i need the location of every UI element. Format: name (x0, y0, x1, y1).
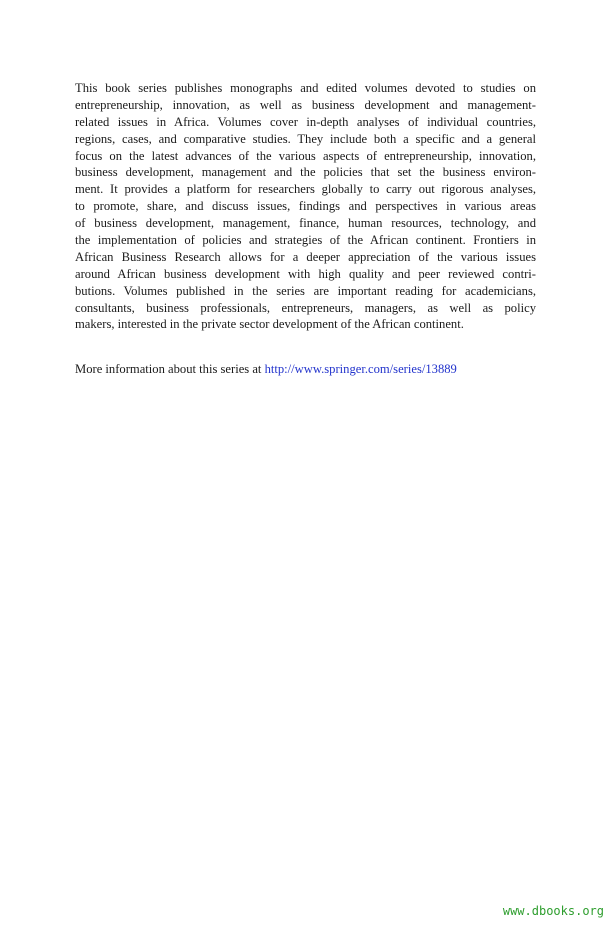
description-line: of business development, management, finance, human resources, technology, and (75, 216, 536, 231)
description-line: consultants, business professionals, entrepreneurs, managers, as well as policy (75, 300, 536, 315)
series-description (75, 80, 536, 333)
description-line: entrepreneurship, innovation, as well as business development and management- (75, 97, 536, 112)
description-line: related issues in Africa. Volumes cover in-depth analyses of individual countries, (75, 114, 536, 129)
description-line: business development, management and the policies that set the business environ- (75, 165, 536, 180)
description-line: regions, cases, and comparative studies. They include both a specific and a general (75, 131, 536, 146)
description-line: around African business development with high quality and peer reviewed contri- (75, 266, 536, 281)
description-line: butions. Volumes published in the series are important reading for academicians, (75, 283, 536, 298)
description-line: ment. It provides a platform for researchers globally to carry out rigorous analyses, (75, 182, 536, 197)
description-line: the implementation of policies and strategies of the African continent. Frontiers in (75, 233, 536, 248)
series-link[interactable]: http://www.springer.com/series/13889 (264, 362, 457, 376)
more-info-paragraph (75, 361, 536, 378)
description-line: African Business Research allows for a deeper appreciation of the various issues (75, 249, 536, 264)
description-line: to promote, share, and discuss issues, findings and perspectives in various areas (75, 199, 536, 214)
description-line: This book series publishes monographs and edited volumes devoted to studies on (75, 81, 536, 95)
description-line: focus on the latest advances of the various aspects of entrepreneurship, innovation, (75, 148, 536, 163)
description-line: makers, interested in the private sector development of the African continent. (75, 317, 464, 332)
watermark: www.dbooks.org (502, 904, 604, 918)
more-info-prefix: More information about this series at (75, 362, 265, 376)
